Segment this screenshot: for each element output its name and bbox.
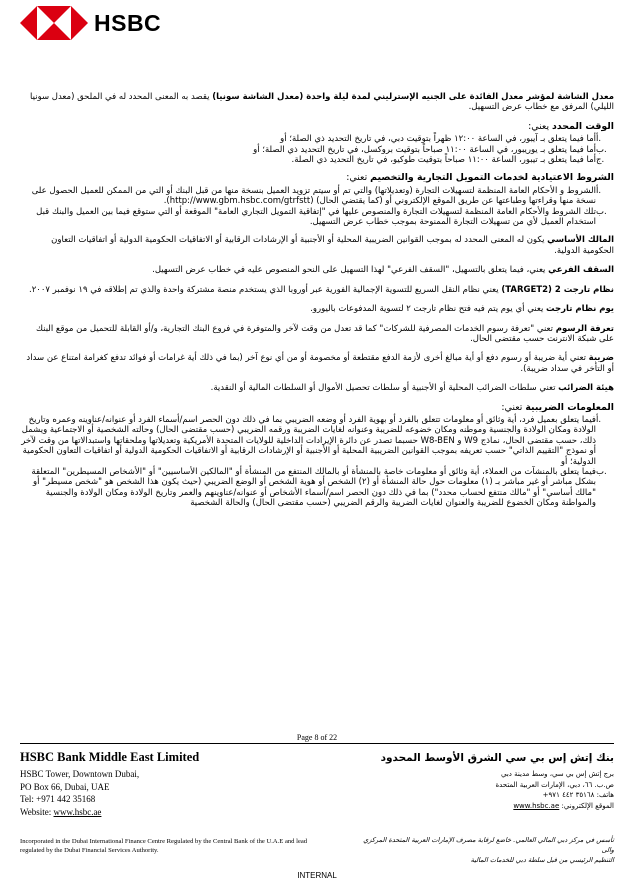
- term: تعرفة الرسوم: [555, 323, 614, 334]
- lead: تعني:: [346, 172, 371, 184]
- website-label: Website:: [20, 806, 54, 817]
- address-line: HSBC Tower, Downtown Dubai,: [20, 769, 140, 779]
- definition-tariff: [20, 324, 614, 345]
- marker: ب.: [596, 144, 607, 155]
- address-line: ص.ب. ٦٦، دبي، الإمارات العربية المتحدة: [495, 780, 614, 789]
- definition-text: يعني، فيما يتعلق بالتسهيل، "السقف الفرعي" لهذا التسهيل على النحو المنصوص عليه في خطاب عرض التسهيل.: [152, 265, 549, 276]
- marker: أ.: [596, 134, 602, 145]
- legal-notice-en: Incorporated in the Dubai International Finance Centre Regulated by the Central Bank of the U.A.E and lead regulated by the Dubai Financial Services Authority.: [20, 838, 308, 854]
- marker: ج.: [596, 155, 605, 166]
- marker: ب.: [596, 206, 607, 217]
- definition-text: يكون له المعنى المحدد له بموجب القوانين الضريبية المحلية أو الأجنبية أو الإرشادات الرقابية أو الاتفاقيات الحكومية الدولية أو اتفاقيات التعاون الحكومية الدولية.: [51, 235, 614, 256]
- list-item: [20, 155, 614, 165]
- definition-text: يعني أي يوم يتم فيه فتح نظام تارجت ٢ لتسوية المدفوعات باليورو.: [310, 304, 547, 315]
- definition-tax-authority: [20, 383, 614, 393]
- term: هيئة الضرائب: [558, 383, 614, 394]
- definition-text: تعني أية ضريبة أو رسوم دفع أو أية مبالغ أخرى لأزمة الدفع مقتطعة أو مخصومة أو من أي نوع آخر (بما في ذلك أية غرامات أو فوائد تدفع كغرامة امتناع عن سداد أو التأخر في سداد ضريبة).: [26, 353, 614, 374]
- definition-target2: [20, 285, 614, 295]
- definition-text: يقصد به المعنى المحدد له في الملحق (معدل سونيا الليلي) المرفق مع خطاب عرض التسهيل.: [30, 92, 614, 113]
- address-line: برج إتش إس بي سي، وسط مدينة دبي: [501, 770, 614, 778]
- term: معدل الشاشة لمؤشر معدل الفائدة على الجنيه الإسترليني لمدة ليلة واحدة (معدل الشاشة سونيا): [212, 92, 614, 102]
- website-link[interactable]: www.hsbc.ae: [53, 806, 102, 817]
- list-item: [20, 207, 614, 228]
- term: المالك الأساسي: [547, 235, 614, 246]
- definition-target-day: [20, 304, 614, 314]
- item-text: فيما يتعلق بعميل فرد، أية وثائق أو معلومات تتعلق بالفرد أو بهوية الفرد أو وضعه الضريبي بما في ذلك دون الحصر اسم/أسماء الفرد أو عنوانه/عناوينه وعمره وتاريخ الولادة ومكان الولادة والجنسية وموطنه ومكان خضوعه للضريبة وعنوانه لغايات الضريبة ورقمه الضريبي (حسب مقتضى الحال) وحالته الشخصية أو الاجتماعية ويشمل ذلك، حسب مقتضى الحال، نماذج W9 و W8-BEN حسبما تصدر عن دائرة الإيرادات الداخلية للولايات المتحدة الأمريكية وتعديلاتها وملحقاتها واستبدالاتها من وقت لآخر أو نموذج "التقييم الذاتي" حسب تعريفه بموجب القوانين الضريبية المحلية أو الأجنبية أو الإرشادات الرقابية أو الاتفاقيات الحكومية الدولية أو اتفاقيات التعاون الحكومية الدولية؛ أو: [21, 414, 596, 467]
- definition-parent: [20, 235, 614, 256]
- item-text: تلك الشروط والأحكام العامة المنظمة لتسهيلات التجارة والمنصوص عليها في "إتفاقية التمويل التجاري العامة" الموقعة أو التي ستوقع فيما بين العميل والبنك قبل استخدام العميل لأي من تسهيلات التجارة الممنوحة بموجب خطاب عرض التسهيل.: [36, 206, 596, 228]
- footer-english: [20, 750, 320, 818]
- website-line: [334, 801, 614, 812]
- website-link[interactable]: www.hsbc.ae: [513, 801, 560, 810]
- footer-divider: [20, 743, 614, 744]
- phone-line: Tel: +971 442 35168: [20, 794, 96, 804]
- term: يوم نظام تارجت: [546, 304, 614, 315]
- phone-line: هاتف: ٣٥١٦٨ ٤٤٢ ٩٧١+: [542, 791, 614, 800]
- page-number: Page 8 of 22: [296, 733, 338, 742]
- term: الوقت المحدد: [552, 120, 614, 132]
- item-text: أما فيما يتعلق بـ يوريبور، في الساعة ١١:٠٠ صباحاً بتوقيت بروكسل، في تاريخ التحديد ذي الصلة؛ أو: [253, 144, 596, 155]
- definition-text: تعني سلطات الضرائب المحلية أو الأجنبية أو سلطات تحصيل الأموال أو السلطات المالية أو النقدية.: [210, 383, 559, 394]
- definition-text: تعني "تعرفة رسوم الخدمات المصرفية للشركات" كما قد تعدل من وقت لآخر والمتوفرة في فروع البنك التجارية، و/أو القابلة للتحميل من موقع البنك على شبكة الانترنت حسب مقتضى الحال.: [35, 323, 614, 344]
- item-text: أما فيما يتعلق بـ تيبور، الساعة ١١:٠٠ صباحاً بتوقيت طوكيو، في تاريخ التحديد ذي الصلة.: [291, 155, 596, 166]
- marker: ب.: [596, 466, 607, 477]
- item-text: أما فيما يتعلق بـ آيبور، في الساعة ١٢:٠٠ ظهراً بتوقيت دبي، في تاريخ التحديد ذي الصلة؛ أو: [280, 134, 596, 145]
- list-item: [20, 186, 614, 207]
- item-text: فيما يتعلق بالمنشآت من العملاء، أية وثائق أو معلومات خاصة بالمنشأة أو بالمالك المنتفع من المنشأة أو "المالكين الأساسيين" أو "الأشخاص المسيطرين" المتعلقة بشكل مباشر أو غير مباشر بـ (١) معلومات حول حالة المنشأة أو (٢) الشخص أو هوية الشخص أو الوضع الضريبي (حيث يكون هذا الشخص هو "شخص مسيطر" أو "مالك أساسي" أو "مالك منتفع لحساب محدد") بما في ذلك دون الحصر اسم/أسماء الأشخاص أو عنوانه/عناوينهم والعمر وتاريخ الولادة ومكان الولادة والجنسية والمواطنة ومكان الخضوع للضريبة والعنوان لغايات الضريبة والرقم الضريبي (حسب مقتضى الحال) والحالة الشخصية: [31, 466, 596, 509]
- document-body: [20, 92, 614, 509]
- list-item: [20, 145, 614, 155]
- hsbc-hexagon-icon: [20, 6, 88, 40]
- footer-arabic: [334, 752, 614, 811]
- lead: تعني:: [501, 401, 526, 413]
- classification-label: INTERNAL: [297, 871, 337, 880]
- hsbc-logo: [20, 6, 161, 40]
- legal-line: التنظيم الرئيسي من قبل سلطة دبي للخدمات المالية: [470, 856, 614, 864]
- marker: أ.: [596, 185, 602, 196]
- definition-tax-information: [20, 403, 614, 413]
- definition-relevant-time: [20, 122, 614, 132]
- term: نظام تارجت 2 (TARGET2): [501, 284, 614, 295]
- definition-text: يعني نظام النقل السريع للتسوية الإجمالية الفورية عبر أوروبا الذي يستخدم منصة مشتركة واحدة والذي تم إطلاقه في ١٩ نوفمبر ٢٠٠٧.: [29, 284, 502, 295]
- term: ضريبة: [588, 353, 614, 364]
- list-item: [20, 134, 614, 144]
- legal-line: تأسس في مركز دبي المالي العالمي. خاضع لرقابة مصرف الإمارات العربية المتحدة المركزي والى: [363, 836, 614, 854]
- address-line: PO Box 66, Dubai, UAE: [20, 781, 110, 792]
- bank-name-en: HSBC Bank Middle East Limited: [20, 750, 200, 764]
- legal-notice-ar: [354, 835, 614, 865]
- list-item: [20, 415, 614, 467]
- marker: أ.: [596, 414, 602, 425]
- term: الشروط الاعتيادية لخدمات التمويل التجارية والتخصيم: [370, 172, 614, 184]
- definition-standard-terms: [20, 173, 614, 183]
- term: المعلومات الضريبية: [525, 401, 614, 413]
- lead: يعني:: [528, 120, 553, 132]
- website-line: [20, 806, 320, 819]
- definition-sublimit: [20, 265, 614, 275]
- definition-screen-rate: [20, 92, 614, 113]
- website-label: الموقع الإلكتروني:: [559, 801, 614, 810]
- item-text: الشروط و الأحكام العامة المنظمة لتسهيلات التجارة (وتعديلاتها) والتي تم أو سيتم تزويد العميل بنسخة منها من قبل البنك أو التي من الممكن للعميل الحصول على نسخة منها وقراءتها وطباعتها عن طريق الموقع الإلكتروني أو (كما يقتضي الحال) (http://www.gbm.hsbc.com/gtrfstt).: [31, 185, 596, 207]
- definition-tax: [20, 353, 614, 374]
- logo-text: HSBC: [94, 9, 162, 36]
- list-item: [20, 467, 614, 509]
- term: السقف الفرعي: [548, 265, 614, 276]
- bank-name-ar: بنك إتش إس بي سي الشرق الأوسط المحدود: [380, 752, 614, 764]
